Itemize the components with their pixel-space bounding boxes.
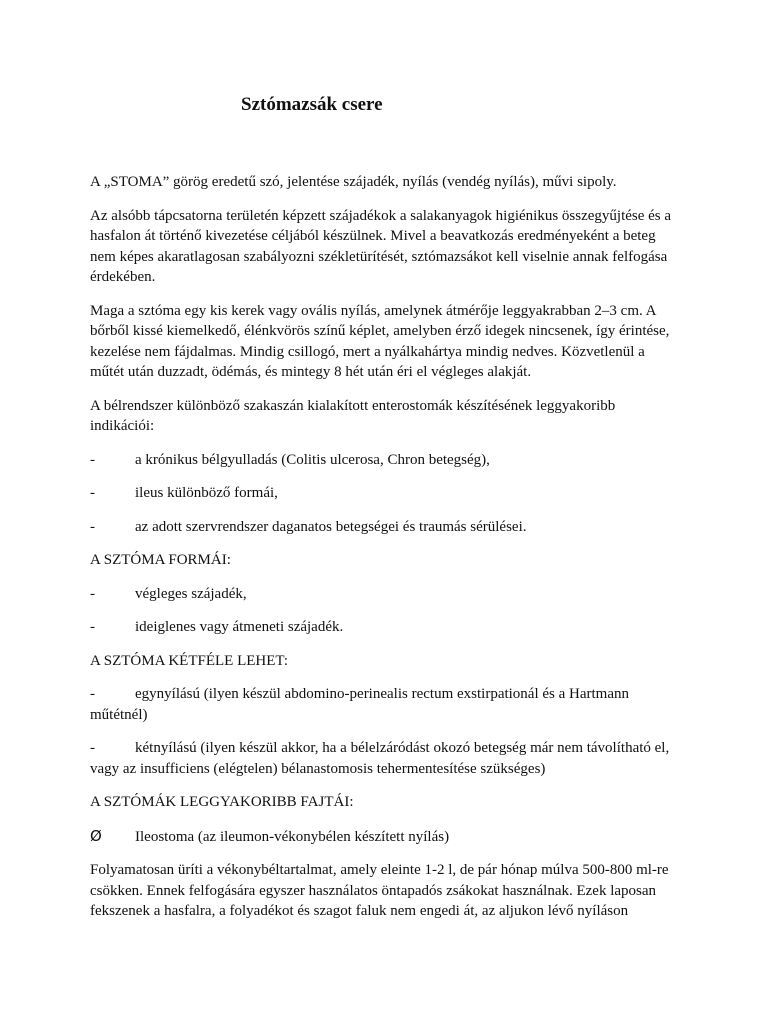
dash-marker: -	[90, 451, 95, 468]
dash-marker: -	[90, 518, 95, 535]
dash-marker: -	[90, 619, 95, 635]
arrow-bullet-icon: Ø	[90, 826, 102, 845]
paragraph-description: Maga a sztóma egy kis kerek vagy ovális nyílás, amelynek átmérője leggyakrabban 2–3 cm. A bőrből kissé kiemelkedő, élénkvörös színű képlet, amelyben érző idegek nincsenek, így érintése, kezelése nem fájdalmas. Mindig csillogó, mert a nyálkahártya mindig nedves. Közvetlenül a műtét után duzzadt, ödémás, és mintegy 8 hét után éri el végleges alakját.	[90, 302, 670, 380]
paragraph-purpose: Az alsóbb tápcsatorna területén képzett szájadékok a salakanyagok higiénikus összegyűjtése és a hasfalon át történő kivezetése céljából készülnek. Mivel a beavatkozás eredményeként a beteg nem képes akaratlagosan szabályozni székletürítését, sztómazsákot kell viselnie annak felfogása érdekében.	[90, 207, 672, 285]
section-heading-types: A SZTÓMÁK LEGGYAKORIBB FAJTÁI:	[90, 794, 354, 810]
list-item-kind	[90, 738, 680, 779]
list-item-text: egynyílású (ilyen készül abdomino-perinealis rectum exstirpationál és a Hartmann műtétnél)	[90, 686, 630, 723]
list-item-indication	[90, 483, 680, 504]
paragraph-indications-intro: A bélrendszer különböző szakaszán kialakított enterostomák készítésének leggyakoribb indikációi:	[90, 397, 616, 434]
dash-marker: -	[90, 686, 95, 702]
list-item-text: Ileostoma (az ileumon-vékonybélen készített nyílás)	[135, 828, 450, 845]
paragraph-ileostoma-details: Folyamatosan üríti a vékonybéltartalmat, amely eleinte 1-2 l, de pár hónap múlva 500-800 ml-re csökken. Ennek felfogására egyszer használatos öntapadós zsákokat használnak. Ezek laposan fekszenek a hasfalra, a folyadékot és szagot faluk nem engedi át, az aljukon lévő nyíláson	[90, 862, 669, 919]
dash-marker: -	[90, 740, 95, 756]
list-item-form	[90, 584, 680, 605]
dash-marker: -	[90, 585, 95, 602]
list-item-text: ideiglenes vagy átmeneti szájadék.	[135, 619, 344, 635]
list-item-text: az adott szervrendszer daganatos betegségei és traumás sérülései.	[135, 518, 527, 535]
list-item-kind	[90, 684, 680, 725]
list-item-text: ileus különböző formái,	[135, 485, 278, 501]
section-heading-forms: A SZTÓMA FORMÁI:	[90, 552, 231, 568]
list-item-indication	[90, 450, 680, 471]
list-item-text: kétnyílású (ilyen készül akkor, ha a bélelzáródást okozó betegség már nem távolítható el, vagy az insufficiens (elégtelen) bélanastomosis tehermentesítése szükséges)	[90, 740, 670, 777]
document-title: Sztómazsák csere	[241, 94, 383, 115]
section-heading-kinds: A SZTÓMA KÉTFÉLE LEHET:	[90, 652, 288, 669]
document-body	[90, 172, 680, 935]
list-item-form	[90, 617, 680, 638]
list-item-indication	[90, 517, 680, 538]
list-item-text: végleges szájadék,	[135, 585, 247, 602]
paragraph-stoma-definition: A „STOMA” görög eredetű szó, jelentése szájadék, nyílás (vendég nyílás), művi sipoly.	[90, 174, 617, 190]
list-item-text: a krónikus bélgyulladás (Colitis ulcerosa, Chron betegség),	[135, 451, 490, 468]
dash-marker: -	[90, 485, 95, 501]
list-item-type	[90, 826, 680, 848]
